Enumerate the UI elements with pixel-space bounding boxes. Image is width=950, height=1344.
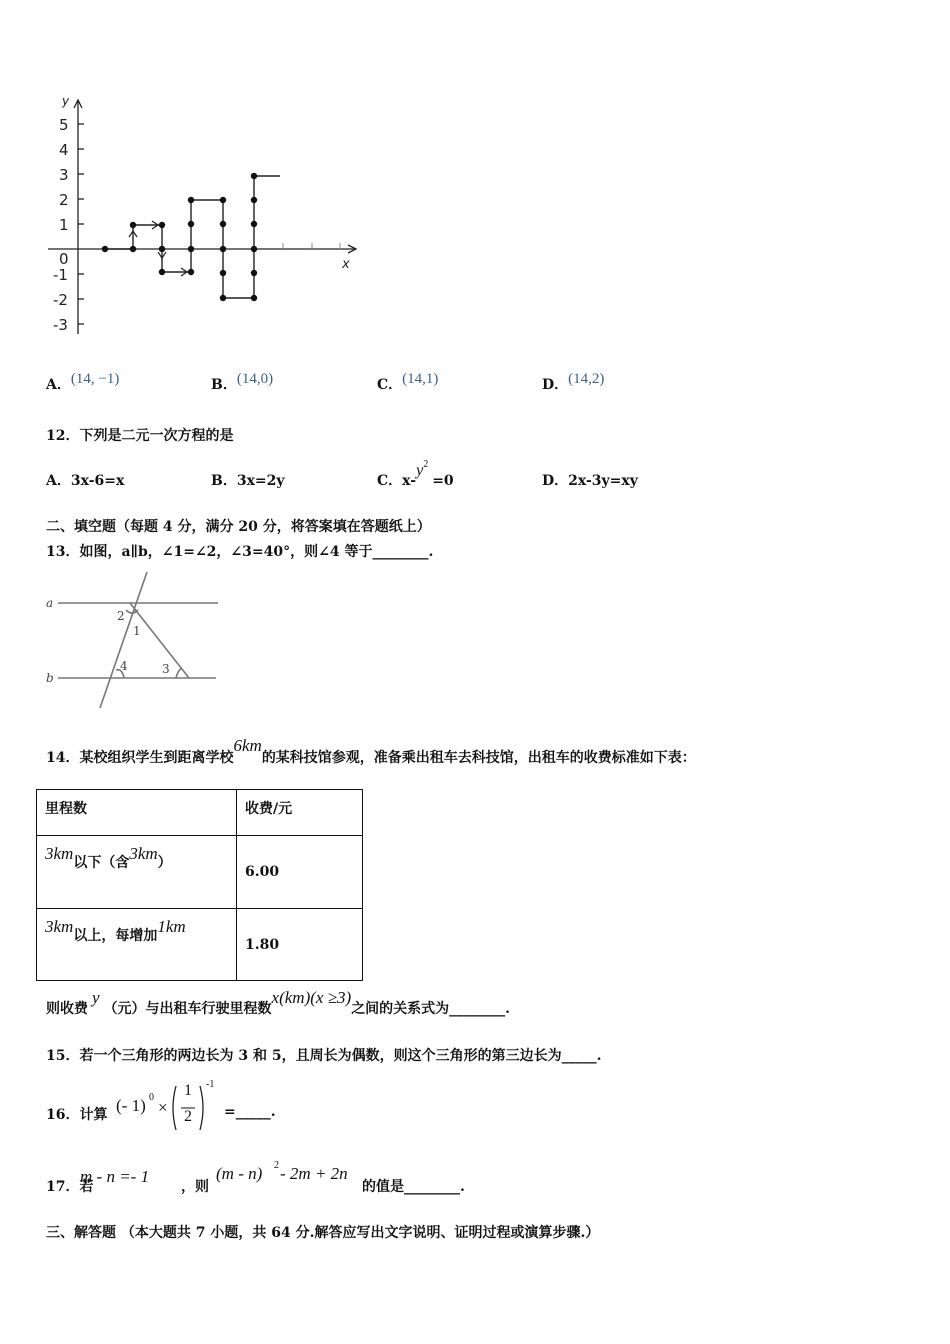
- q12-option-d[interactable]: D．2x-3y=xy: [542, 473, 638, 489]
- y-tick: 4: [59, 141, 69, 159]
- question-14-stem: 14．某校组织学生到距离学校6km的某科技馆参观，准备乘出租车去科技馆，出租车的收费标准如下表：: [46, 736, 696, 766]
- table-row: 3km以上，每增加1km 1.80: [37, 909, 363, 981]
- step-path: [105, 176, 280, 298]
- angle-3-label: 3: [162, 662, 170, 676]
- question-14-ask: 则收费y（元）与出租车行驶里程数x(km)(x ≥3)之间的关系式为________.: [46, 988, 511, 1017]
- option-b[interactable]: B．(14,0): [211, 371, 274, 393]
- y-tick: 0: [59, 250, 69, 268]
- option-c[interactable]: C．(14,1): [377, 371, 439, 393]
- question-13-stem: 13．如图，a∥b，∠1=∠2，∠3=40°，则∠4 等于________.: [46, 544, 434, 560]
- table-row: 3km以下（含3km） 6.00: [37, 836, 363, 909]
- question-15-stem: 15．若一个三角形的两边长为 3 和 5，且周长为偶数，则这个三角形的第三边长为_____.: [46, 1048, 602, 1064]
- y-tick: -1: [53, 266, 68, 284]
- table-header: 收费/元: [237, 790, 363, 836]
- angle-2-label: 2: [117, 609, 125, 623]
- angle-1-label: 1: [133, 624, 141, 638]
- fare-table: [36, 789, 363, 981]
- q12-option-b[interactable]: B．3x=2y: [211, 473, 285, 489]
- y-tick: 3: [59, 166, 69, 184]
- y-tick: -2: [53, 291, 68, 309]
- option-a[interactable]: A．(14, −1): [46, 371, 120, 393]
- transversal: [100, 572, 147, 708]
- path-points: [102, 173, 257, 301]
- y-tick: 5: [59, 116, 69, 134]
- y-tick: 1: [59, 216, 69, 234]
- q12-option-c[interactable]: C．$x-y^2=0$: [377, 459, 454, 489]
- x-axis-label: x: [342, 257, 350, 272]
- table-header: 里程数: [37, 790, 237, 836]
- parallel-lines-figure: [40, 568, 230, 713]
- y-tick: 2: [59, 191, 69, 209]
- section-3-title: 三、解答题 （本大题共 7 小题，共 64 分.解答应写出文字说明、证明过程或演算步骤.）: [46, 1225, 600, 1241]
- section-2-title: 二、填空题（每题 4 分，满分 20 分，将答案填在答题纸上）: [46, 519, 431, 535]
- step-graph-figure: [40, 92, 370, 342]
- angle-4-label: 4: [120, 659, 128, 673]
- q12-option-a[interactable]: A．3x-6=x: [46, 473, 125, 489]
- y-tick: -3: [53, 316, 68, 334]
- label-b: b: [46, 671, 54, 685]
- triangle-side: [130, 603, 189, 678]
- option-d[interactable]: D．(14,2): [542, 371, 605, 393]
- y-axis-label: y: [62, 94, 70, 108]
- label-a: a: [46, 596, 54, 610]
- question-12-stem: 12．下列是二元一次方程的是: [46, 428, 234, 444]
